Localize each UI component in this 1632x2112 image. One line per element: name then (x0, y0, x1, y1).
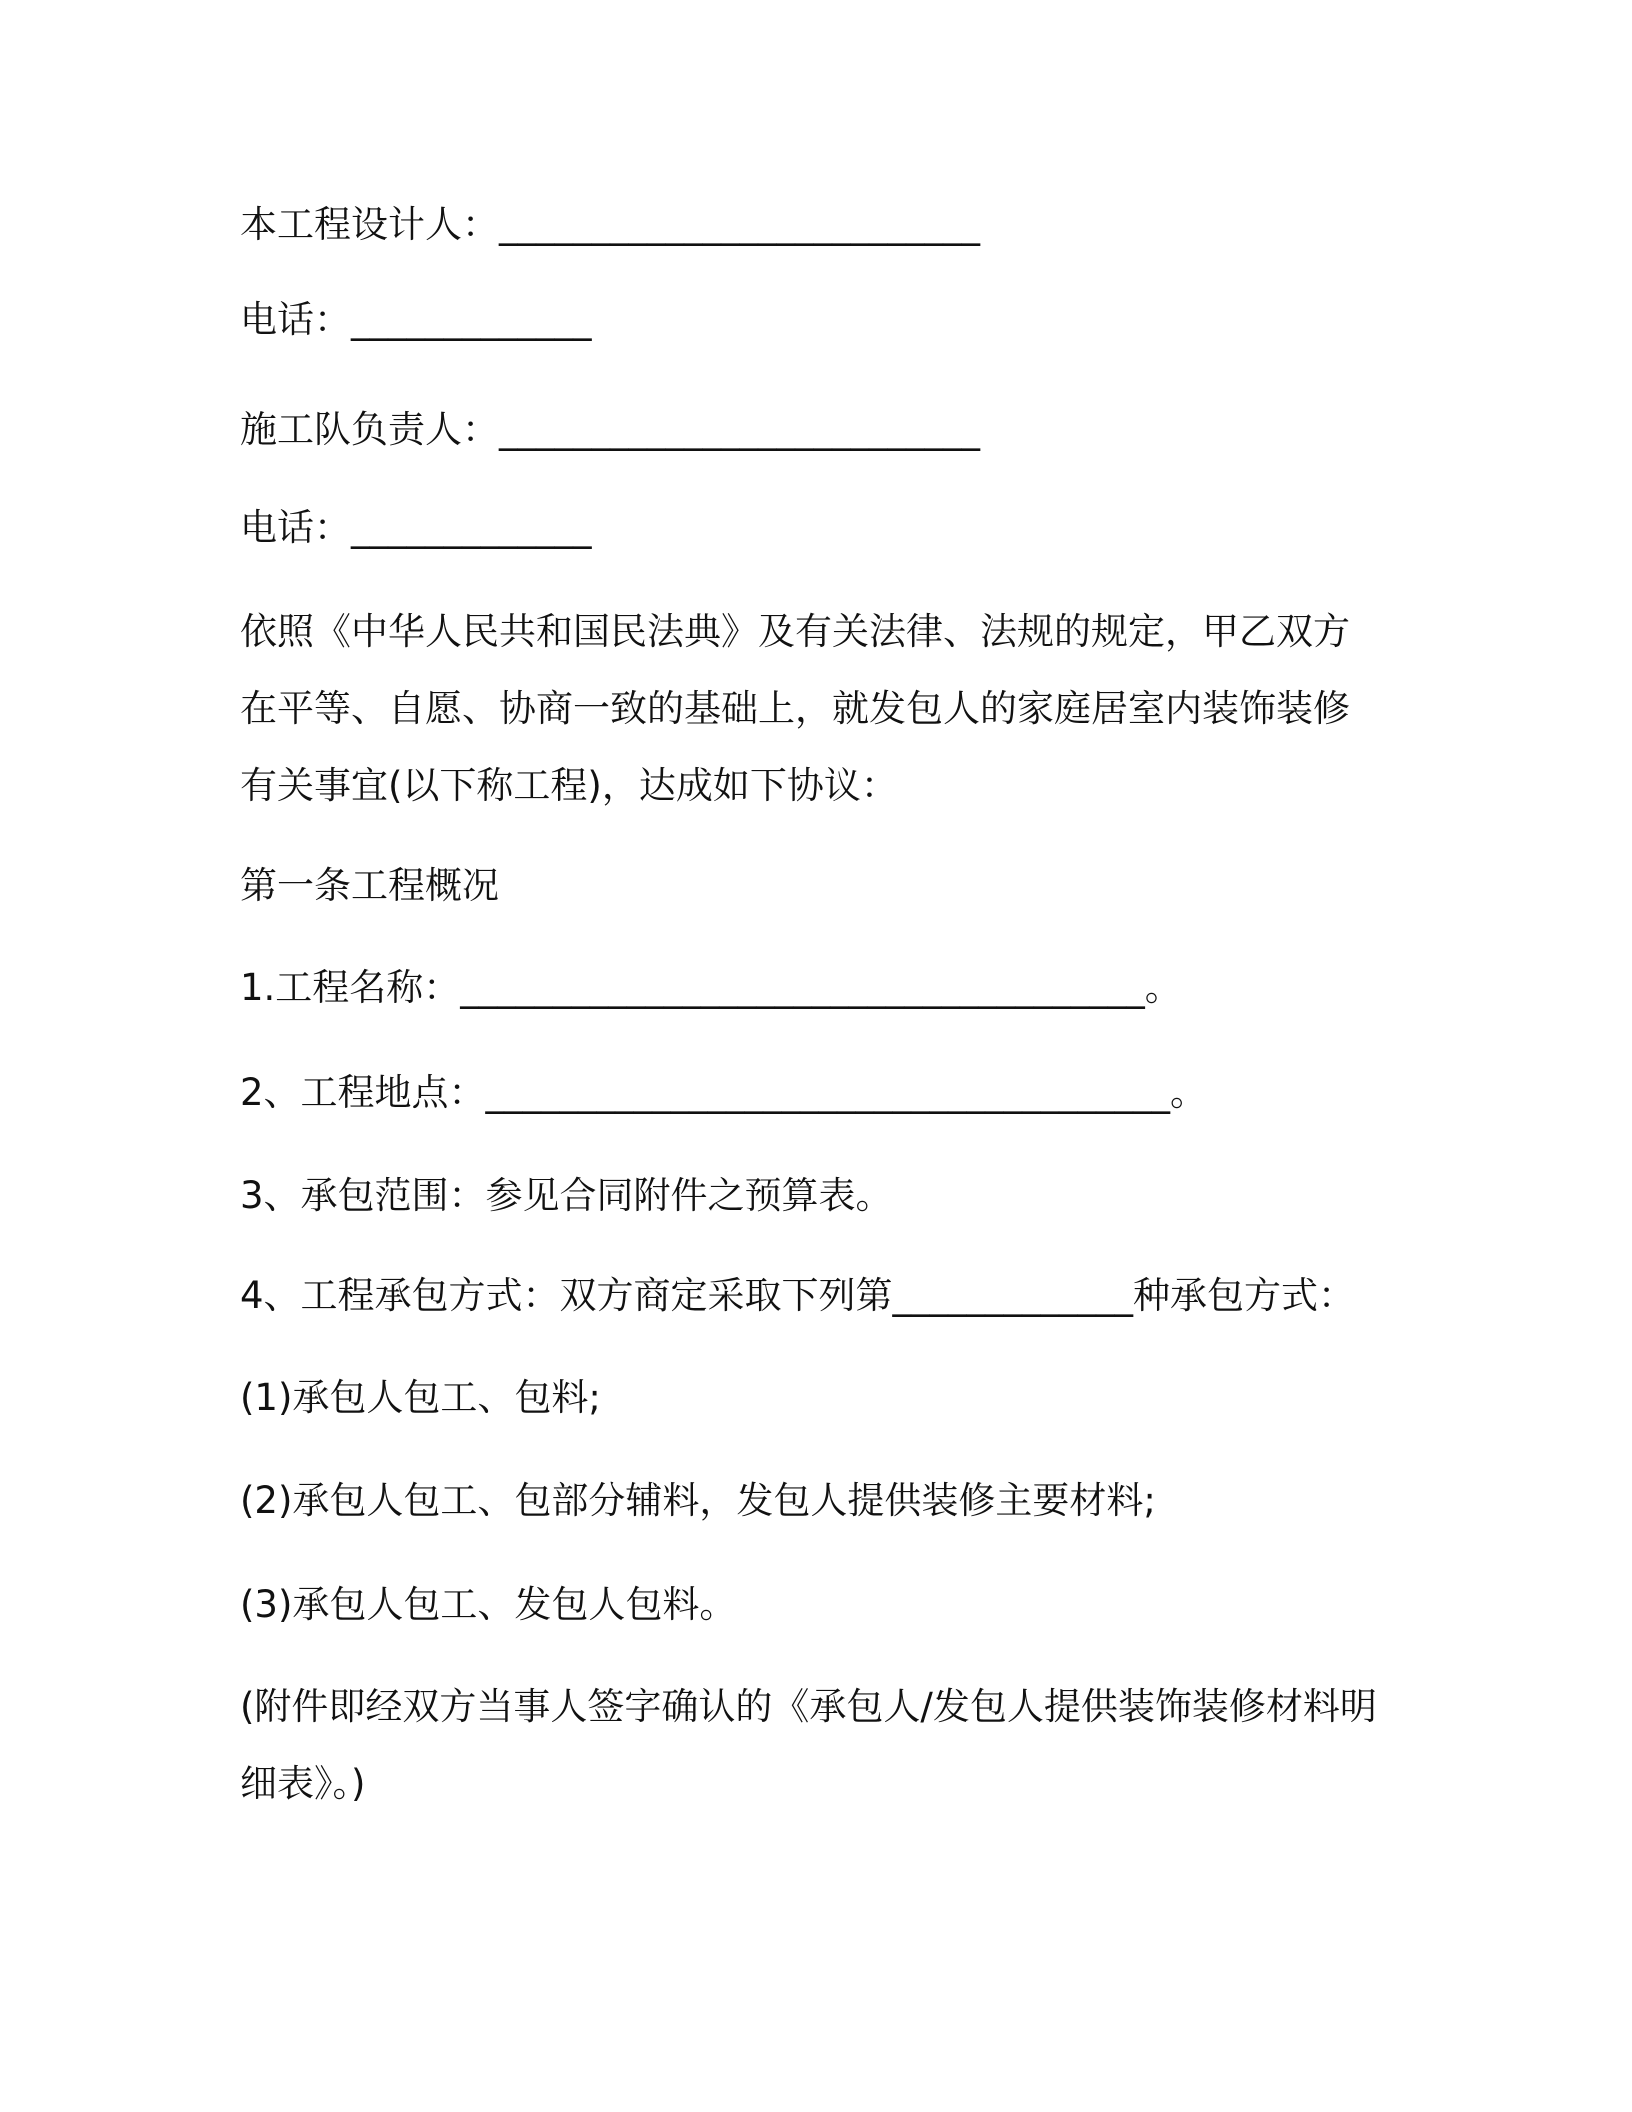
project-name-field: 1.工程名称：_____________________________________。 (240, 966, 1182, 1009)
designer-field: 本工程设计人：__________________________ (240, 203, 980, 246)
method-option-3: (3)承包人包工、发包人包料。 (240, 1583, 737, 1626)
contract-method-item: 4、工程承包方式：双方商定采取下列第_____________种承包方式： (240, 1274, 1356, 1317)
appendix-note-line-2: 细表》。) (240, 1762, 366, 1805)
construction-lead-field: 施工队负责人：__________________________ (240, 408, 980, 451)
method-option-1: (1)承包人包工、包料; (240, 1376, 601, 1419)
agreement-paragraph-line-1: 依照《中华人民共和国民法典》及有关法律、法规的规定，甲乙双方 (240, 610, 1350, 653)
contract-scope-item: 3、承包范围：参见合同附件之预算表。 (240, 1174, 893, 1217)
appendix-note-line-1: (附件即经双方当事人签字确认的《承包人/发包人提供装饰装修材料明 (240, 1685, 1377, 1728)
designer-phone-field: 电话：_____________ (240, 298, 592, 341)
agreement-paragraph-line-3: 有关事宜(以下称工程)，达成如下协议： (240, 764, 898, 807)
agreement-paragraph-line-2: 在平等、自愿、协商一致的基础上，就发包人的家庭居室内装饰装修 (240, 687, 1350, 730)
method-option-2: (2)承包人包工、包部分辅料，发包人提供装修主要材料; (240, 1479, 1156, 1522)
section-heading: 第一条工程概况 (240, 864, 499, 907)
project-location-field: 2、工程地点：_____________________________________。 (240, 1071, 1208, 1114)
construction-lead-phone-field: 电话：_____________ (240, 506, 592, 549)
